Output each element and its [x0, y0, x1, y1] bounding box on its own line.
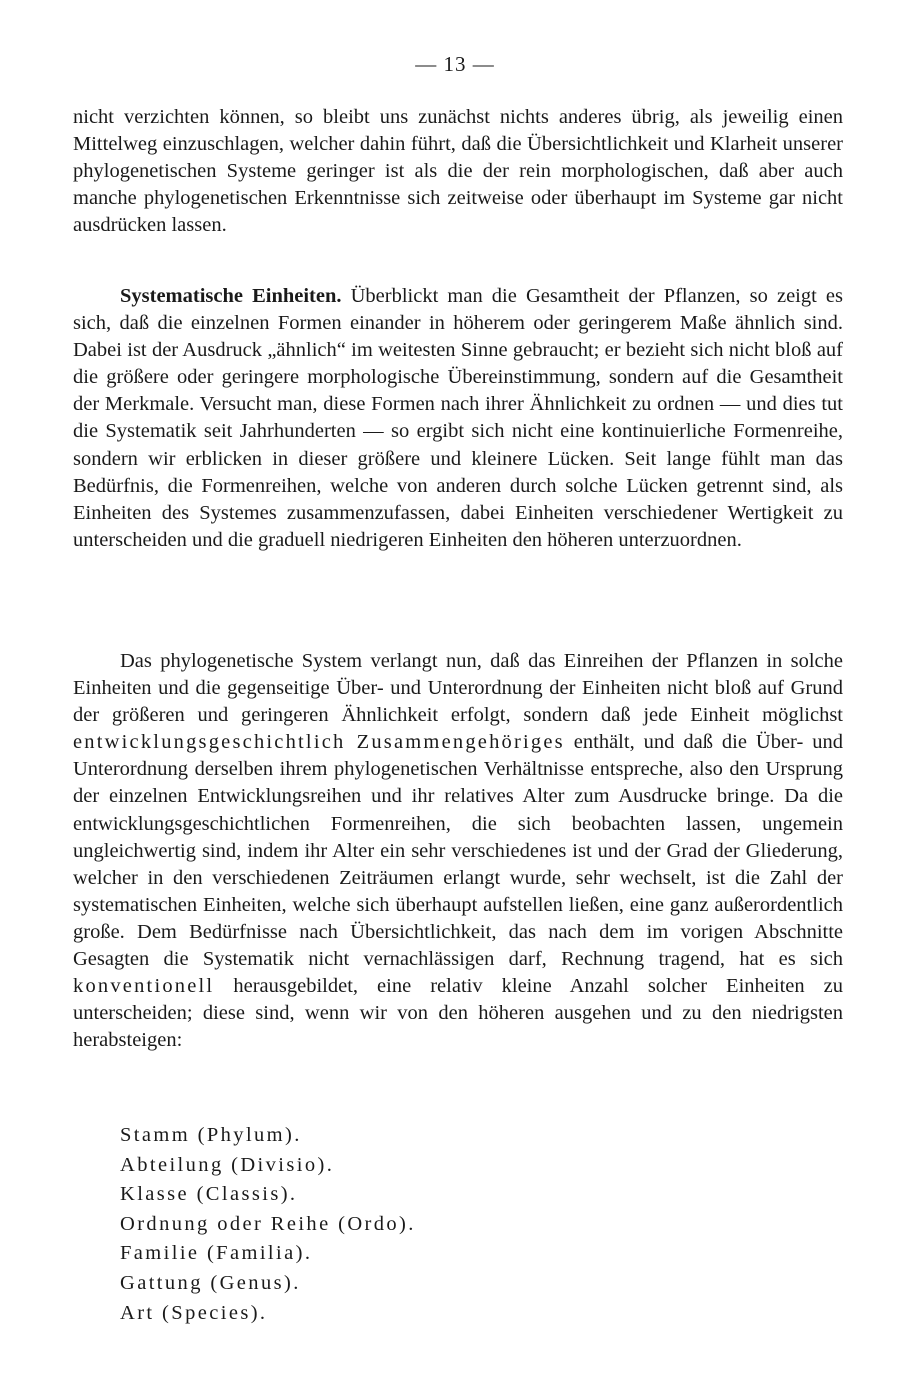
paragraph-phylogenetic-system: [73, 648, 843, 1054]
emphasis-spaced-1: entwicklungsgeschichtlich Zusammengehöriges: [73, 731, 565, 754]
rank-item: Stamm (Phylum).: [120, 1124, 302, 1146]
paragraph-systematic-units: [73, 283, 843, 554]
section-heading: Systematische Einheiten.: [120, 285, 342, 307]
paragraph-text-part-a: Das phylogenetische System verlangt nun, daß das Einreihen der Pflanzen in solche Einheiten und die gegenseitige Über- und Unterordnung der Einheiten nicht bloß auf Grund der größeren und geringeren Ähnlichkeit erfolgt, sondern daß jede Einheit möglichst: [73, 650, 843, 727]
rank-item: Gattung (Genus).: [120, 1271, 301, 1294]
rank-item: Art (Species).: [120, 1301, 268, 1324]
paragraph-text-part-b: enthält, und daß die Über- und Unterordnung derselben ihrem phylogenetischen Verhältnisse entspreche, also den Ursprung der einzelnen Entwicklungsreihen und ihr relatives Alter zum Ausdrucke bringe. Da die entwicklungsgeschichtlichen Formenreihen, die sich beobachten lassen, ungemein ungleichwertig sind, indem ihr Alter ein sehr verschiedenes ist und der Grad der Gliederung, welcher in den verschiedenen Zeiträumen erlangt wurde, sehr wechselt, ist die Zahl der systematischen Einheiten, welche sich überhaupt aufstellen ließen, eine ganz außerordentlich große. Dem Bedürfnisse nach Übersichtlichkeit, das nach dem im vorigen Abschnitte Gesagten die Systematik nicht vernachlässigen darf, Rechnung tragend, hat es sich: [73, 731, 844, 971]
rank-item: Ordnung oder Reihe (Ordo).: [120, 1212, 416, 1235]
rank-item: Abteilung (Divisio).: [120, 1153, 335, 1176]
taxonomic-rank-list: [120, 1121, 416, 1328]
rank-item: Klasse (Classis).: [120, 1183, 298, 1206]
page-number: — 13 —: [415, 52, 495, 76]
paragraph-intro-text: nicht verzichten können, so bleibt uns zunächst nichts anderes übrig, als jeweilig einen Mittelweg einzuschlagen, welcher dahin führt, daß die Übersichtlichkeit und Klarheit unserer phylogenetischen Systeme geringer ist als die der rein morphologischen, daß aber auch manche phylogenetischen Erkenntnisse sich zeitweise oder überhaupt im Systeme gar nicht ausdrücken lassen.: [73, 106, 843, 237]
paragraph-intro: [73, 104, 843, 239]
rank-item: Familie (Familia).: [120, 1242, 313, 1265]
paragraph-systematic-units-text: Überblickt man die Gesamtheit der Pflanzen, so zeigt es sich, daß die einzelnen Formen einander in höherem oder geringerem Maße ähnlich sind. Dabei ist der Ausdruck „ähnlich“ im weitesten Sinne gebraucht; er bezieht sich nicht bloß auf die größere oder geringere morphologische Übereinstimmung, sondern auf die Gesamtheit der Merkmale. Versucht man, diese Formen nach ihrer Ähnlichkeit zu ordnen — und dies tut die Systematik seit Jahrhunderten — so ergibt sich nicht eine kontinuierliche Formenreihe, sondern wir erblicken in dieser größere und kleinere Lücken. Seit lange fühlt man das Bedürfnis, die Formenreihen, welche von anderen durch solche Lücken getrennt sind, als Einheiten des Systemes zusammenzufassen, dabei Einheiten verschiedener Wertigkeit zu unterscheiden und die graduell niedrigeren Einheiten den höheren unterzuordnen.: [73, 285, 844, 551]
paragraph-text-part-c: herausgebildet, eine relativ kleine Anzahl solcher Einheiten zu unterscheiden; diese sind, wenn wir von den höheren ausgehen und zu den niedrigsten herabsteigen:: [73, 975, 843, 1052]
emphasis-spaced-2: konventionell: [73, 975, 215, 998]
